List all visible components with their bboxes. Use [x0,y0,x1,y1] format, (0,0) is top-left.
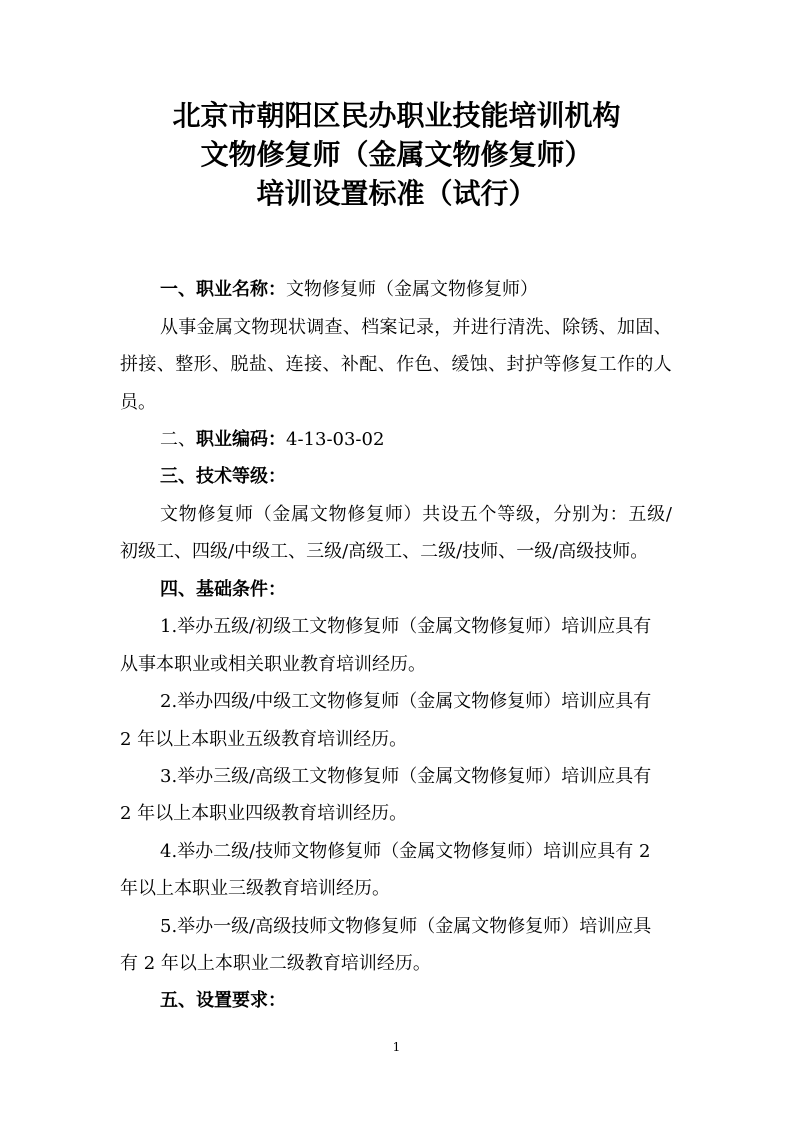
occupation-name: 文物修复师（金属文物修复师） [286,279,538,300]
paragraph-text-char: 事 [178,317,197,338]
list-item-line: 2 年以上本职业四级教育培训经历。 [120,803,408,824]
document-title-line-3: 培训设置标准（试行） [256,177,537,210]
paragraph-text-char: 设 [441,504,460,525]
paragraph-text-char: 状 [287,317,306,338]
paragraph-text-char: 分 [553,504,572,525]
paragraph-text-char: （ [253,504,272,525]
paragraph-text-char: 物 [178,504,197,525]
paragraph-text-char: 加 [617,317,636,338]
paragraph-text-char: 属 [291,504,310,525]
paragraph-text-char: 补 [340,354,359,375]
paragraph-text-char: 复 [580,354,599,375]
section-heading: 四、基础条件： [160,579,286,600]
list-item-line: 有 2 年以上本职业二级教育培训经历。 [120,953,431,974]
paragraph-text-char: 的 [635,354,654,375]
paragraph-text-char: 、 [322,354,341,375]
paragraph-text-char: ， [434,317,453,338]
paragraph-text-char: 、 [653,317,672,338]
paragraph-text-char: 封 [506,354,525,375]
list-item-line: 1.举办五级/初级工文物修复师（金属文物修复师）培训应具有 [160,616,652,637]
paragraph-text-char: 、 [212,354,231,375]
paragraph-text-char: 清 [507,317,526,338]
paragraph-line [160,316,672,340]
paragraph-text-char: 缓 [451,354,470,375]
paragraph-text-char: 五 [628,504,647,525]
paragraph-text-char: 修 [561,354,580,375]
list-item-line: 年以上本职业三级教育培训经历。 [120,878,390,899]
paragraph-text-char: 工 [598,354,617,375]
paragraph-text-char: 从 [160,317,178,338]
paragraph-text-char: 作 [616,354,635,375]
section-prefix: 二、 [160,429,196,450]
paragraph-text-char: ， [534,504,553,525]
paragraph-text-char: 现 [269,317,288,338]
paragraph-text-char: 并 [452,317,471,338]
paragraph-text-char: 、 [267,354,286,375]
paragraph-text-char: 师 [384,504,403,525]
paragraph-text-char: 查 [324,317,343,338]
paragraph-text-char: 蚀 [469,354,488,375]
paragraph-text-char: 、 [377,354,396,375]
paragraph-text-char: 复 [216,504,235,525]
paragraph-text-char: 、 [156,354,175,375]
paragraph-text-char: 整 [175,354,194,375]
paragraph-text-char: 盐 [248,354,267,375]
paragraph-text-char: 拼 [120,354,138,375]
paragraph-text-char: 五 [459,504,478,525]
paragraph-text-char: 修 [197,504,216,525]
paragraph-text-char: 记 [397,317,416,338]
paragraph-text-char: 文 [309,504,328,525]
page-number: 1 [392,1040,401,1054]
paragraph-text-char: 等 [543,354,562,375]
paragraph-text-char: 金 [272,504,291,525]
paragraph-text-char: ： [609,504,628,525]
paragraph-text-char: 师 [234,504,253,525]
paragraph-text-char: 作 [396,354,415,375]
paragraph-line [120,353,672,377]
occupation-code: 4-13-03-02 [286,429,385,450]
paragraph-text-char: 、 [543,317,562,338]
paragraph-text-char: 、 [488,354,507,375]
paragraph-text-char: 进 [470,317,489,338]
paragraph-text-char: 形 [193,354,212,375]
section-occupation-name [160,278,538,302]
list-item-line: 2 年以上本职业五级教育培训经历。 [120,729,408,750]
paragraph-text-char: 除 [562,317,581,338]
paragraph-text-char: 录 [415,317,434,338]
paragraph-text-char: 别 [572,504,591,525]
paragraph-text-char: / [665,504,672,525]
paragraph-text-char: 、 [432,354,451,375]
section-heading: 职业编码： [196,429,286,450]
paragraph-text-char: 人 [653,354,672,375]
paragraph-line: 初级工、四级/中级工、三级/高级工、二级/技师、一级/高级技师。 [120,541,649,562]
paragraph-text-char: 锈 [580,317,599,338]
document-title-line-1: 北京市朝阳区民办职业技能培训机构 [172,99,621,132]
section-occupation-code [160,428,384,452]
paragraph-text-char: 调 [306,317,325,338]
paragraph-text-char: 物 [251,317,270,338]
paragraph-text-char: 为 [590,504,609,525]
paragraph-text-char: 接 [304,354,323,375]
paragraph-text-char: 物 [328,504,347,525]
list-item-line: 5.举办一级/高级技师文物修复师（金属文物修复师）培训应具 [160,916,652,937]
paragraph-text-char: 等 [497,504,516,525]
list-item-line: 3.举办三级/高级工文物修复师（金属文物修复师）培训应具有 [160,766,652,787]
paragraph-text-char: 档 [361,317,380,338]
paragraph-text-char: 行 [489,317,508,338]
list-item-line: 4.举办二级/技师文物修复师（金属文物修复师）培训应具有 2 [160,841,651,862]
paragraph-text-char: 文 [160,504,178,525]
paragraph-text-char: 洗 [525,317,544,338]
paragraph-text-char: 复 [366,504,385,525]
list-item-line: 2.举办四级/中级工文物修复师（金属文物修复师）培训应具有 [160,691,652,712]
paragraph-text-char: 接 [138,354,157,375]
paragraph-text-char: 案 [379,317,398,338]
paragraph-text-char: 护 [524,354,543,375]
paragraph-text-char: 级 [515,504,534,525]
section-heading: 三、技术等级： [160,466,286,487]
paragraph-text-char: 共 [422,504,441,525]
paragraph-text-char: 金 [196,317,215,338]
section-heading: 一、职业名称： [160,279,286,300]
paragraph-text-char: 、 [598,317,617,338]
paragraph-text-char: 脱 [230,354,249,375]
paragraph-text-char: 个 [478,504,497,525]
paragraph-text-char: ） [403,504,422,525]
paragraph-text-char: 色 [414,354,433,375]
paragraph-line: 员。 [120,392,156,413]
paragraph-text-char: 文 [233,317,252,338]
paragraph-text-char: 配 [359,354,378,375]
paragraph-line [160,503,672,527]
document-title-line-2: 文物修复师（金属文物修复师） [200,138,593,171]
section-heading: 五、设置要求： [160,990,286,1011]
paragraph-text-char: 修 [347,504,366,525]
paragraph-text-char: 连 [285,354,304,375]
paragraph-text-char: 级 [647,504,666,525]
list-item-line: 从事本职业或相关职业教育培训经历。 [120,654,426,675]
paragraph-text-char: 属 [214,317,233,338]
paragraph-text-char: 、 [342,317,361,338]
paragraph-text-char: 固 [635,317,654,338]
